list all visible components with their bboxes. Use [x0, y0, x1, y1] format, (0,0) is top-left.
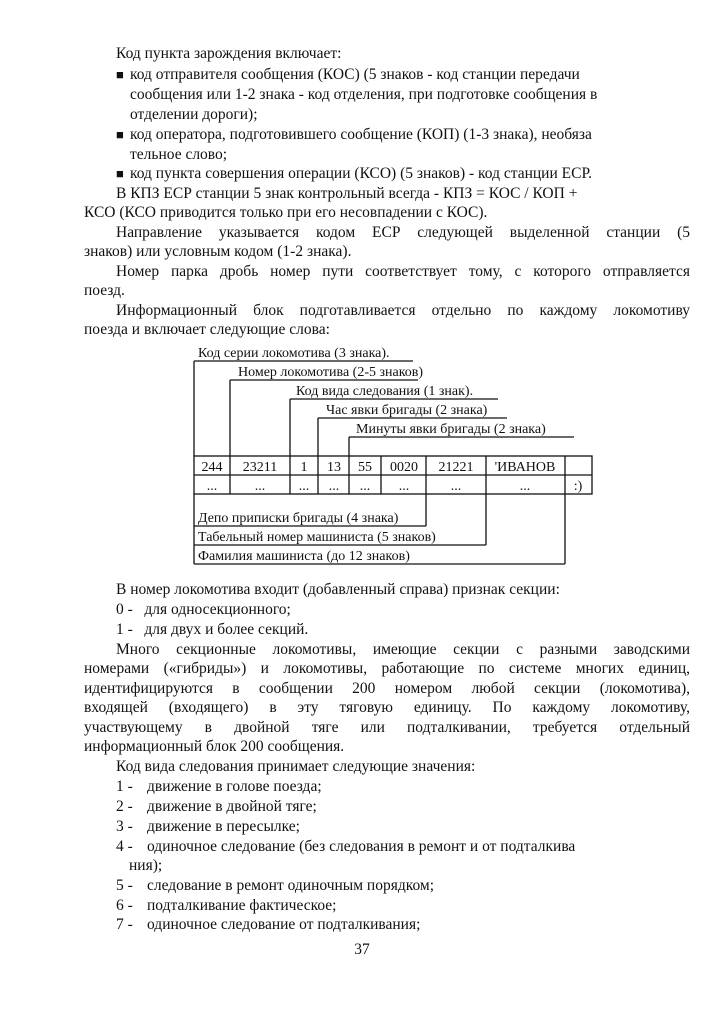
table-cell: 'ИВАНОВ [494, 460, 556, 475]
table-cell: :) [573, 479, 583, 494]
table-cell: 55 [358, 460, 372, 475]
bullet-item: ■ код отправителя сообщения (КОС) (5 знаков - код станции передачи [116, 66, 580, 83]
paragraph-line: В номер локомотива входит (добавленный справа) признак секции: [116, 581, 560, 598]
paragraph-line: номерами («гибриды») и локомотивы, работающие по системе многих единиц, [84, 660, 690, 677]
label-crew-minutes: Минуты явки бригады (2 знака) [356, 422, 546, 437]
label-loco-number: Номер локомотива (2-5 знаков) [238, 365, 424, 380]
label-travel-type-code: Код вида следования (1 знак). [296, 384, 474, 399]
page-number: 37 [354, 941, 370, 958]
label-crew-depot: Депо приписки бригады (4 знака) [198, 511, 399, 526]
table-cell: ... [328, 479, 340, 494]
list-item: 1 - движение в голове поезда; [116, 778, 322, 795]
paragraph-line: Информационный блок подготавливается отдельно по каждому локомотиву [116, 302, 690, 319]
table-cell: ... [519, 479, 531, 494]
bullet-square-icon: ■ [116, 127, 124, 142]
list-item: 5 - следование в ремонт одиночным порядком; [116, 877, 435, 894]
table-cell: 0020 [390, 460, 418, 475]
paragraph-line: входящей (входящего) в эту тяговую единицу. По каждому локомотиву, [84, 699, 690, 716]
table-cell: 244 [201, 460, 223, 475]
paragraph-line: Направление указывается кодом ЕСР следующей выделенной станции (5 [116, 224, 690, 241]
paragraph-line: Номер парка дробь номер пути соответствует тому, с которого отправляется [116, 263, 690, 280]
list-item: 6 - подталкивание фактическое; [116, 897, 337, 914]
list-item: 4 - одиночное следование (без следования в ремонт и от подталкива [116, 838, 576, 855]
paragraph-line: участвующему в двойной тяге или подталкивании, требуется отдельный [84, 719, 690, 736]
paragraph-line: поезд. [84, 282, 125, 299]
table-cell: ... [298, 479, 310, 494]
label-loco-series-code: Код серии локомотива (3 знака). [198, 346, 390, 361]
list-item: 0 - для односекционного; [116, 601, 291, 618]
table-cell: ... [398, 479, 410, 494]
bullet-continuation: отделении дороги); [130, 106, 258, 123]
paragraph-line: Много секционные локомотивы, имеющие секции с разными заводскими [116, 641, 690, 658]
table-cell: 1 [300, 460, 308, 475]
paragraph-line: КСО (КСО приводится только при его несовпадении с КОС). [84, 204, 488, 221]
bullet-item: ■ код оператора, подготовившего сообщение (КОП) (1-3 знака), необяза [116, 126, 592, 143]
label-driver-surname: Фамилия машиниста (до 12 знаков) [198, 549, 410, 564]
table-cell: ... [254, 479, 266, 494]
table-cell: ... [359, 479, 371, 494]
table-cell: 21221 [438, 460, 474, 475]
list-item: 7 - одиночное следование от подталкивания; [116, 916, 421, 933]
list-item: 3 - движение в пересылке; [116, 818, 300, 835]
bullet-item: ■ код пункта совершения операции (КСО) (5 знаков) - код станции ЕСР. [116, 165, 593, 182]
paragraph-line: информационный блок 200 сообщения. [84, 738, 345, 755]
paragraph-line: Код вида следования принимает следующие значения: [116, 758, 476, 775]
list-item: 2 - движение в двойной тяге; [116, 798, 317, 815]
label-crew-hour: Час явки бригады (2 знака) [326, 403, 488, 418]
bullet-square-icon: ■ [116, 67, 124, 82]
paragraph-line: идентифицируются в сообщении 200 номером любой секции (локомотива), [84, 680, 690, 697]
paragraph-line: В КПЗ ЕСР станции 5 знак контрольный всегда - КПЗ = КОС / КОП + [116, 185, 578, 202]
list-item-continuation: ния); [129, 857, 163, 874]
table-cell: ... [450, 479, 462, 494]
bullet-continuation: тельное слово; [130, 146, 228, 163]
list-item: 1 - для двух и более секций. [116, 621, 309, 638]
paragraph-line: знаков) или условным кодом (1-2 знака). [84, 243, 352, 260]
bullet-continuation: сообщения или 1-2 знака - код отделения, при подготовке сообщения в [130, 86, 598, 103]
paragraph-line: поезда и включает следующие слова: [84, 321, 330, 338]
table-cell: 13 [327, 460, 341, 475]
label-driver-id: Табельный номер машиниста (5 знаков) [198, 530, 436, 545]
table-cell: ... [206, 479, 218, 494]
intro-line: Код пункта зарождения включает: [116, 45, 342, 62]
bullet-square-icon: ■ [116, 166, 124, 181]
table-cell: 23211 [242, 460, 278, 475]
